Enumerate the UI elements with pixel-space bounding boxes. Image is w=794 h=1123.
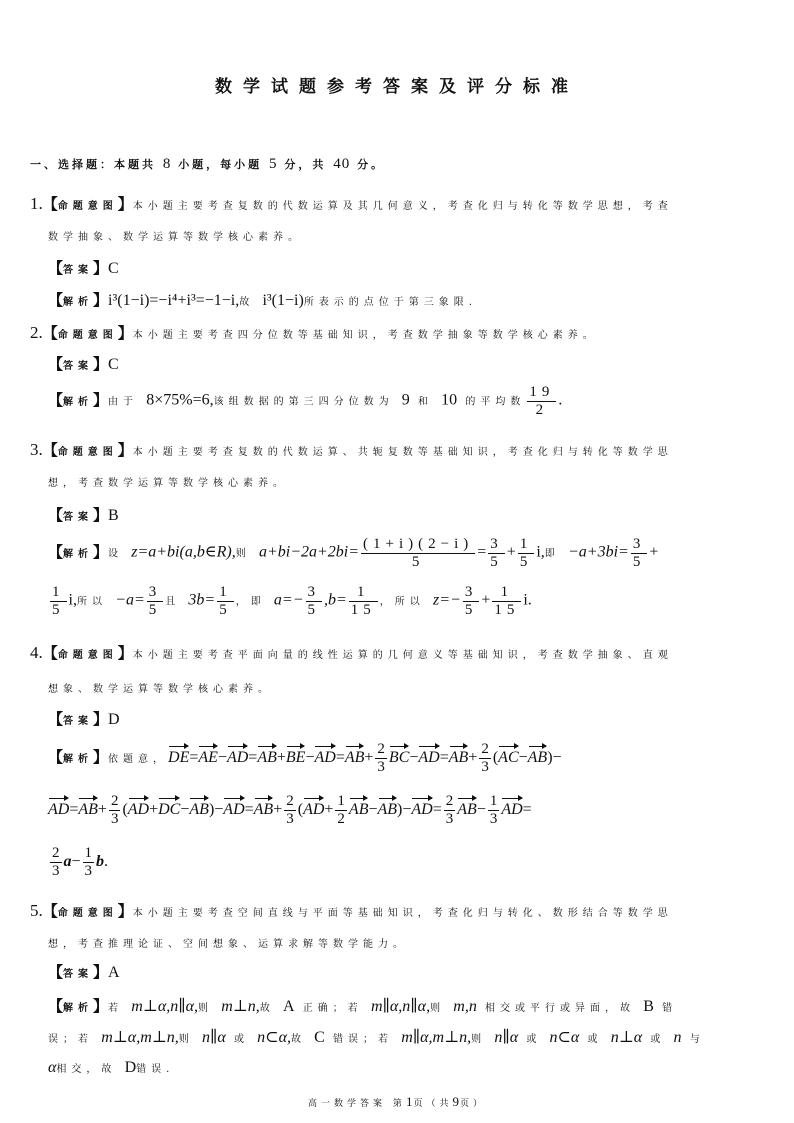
q3-plus: + bbox=[506, 543, 516, 561]
q3-l2-i: i, bbox=[68, 591, 77, 609]
q1-intent: 1.【命题意图】本小题主要考查复数的代数运算及其几何意义，考查化归与转化等数学思想，考查 bbox=[30, 194, 673, 213]
q5-l2-t16: 或 bbox=[650, 1034, 666, 1045]
vec-AB: AB bbox=[344, 749, 365, 767]
section-count: 8 bbox=[162, 156, 172, 172]
answer-label: 答案 bbox=[63, 361, 94, 372]
q3-l2-frac7-num: 1 bbox=[492, 584, 521, 602]
q3-text-then: 则 bbox=[235, 548, 251, 560]
q2-answer: 【答案】C bbox=[48, 355, 119, 373]
q3-l2-frac4 bbox=[306, 584, 323, 619]
q2-frac-num: 19 bbox=[529, 384, 555, 400]
vec-BE: BE bbox=[285, 749, 306, 767]
footer-text4: 页） bbox=[459, 1099, 486, 1109]
vec-AB: AB bbox=[448, 749, 469, 767]
analysis-label: 解析 bbox=[63, 396, 94, 408]
q3-l2-frac6-num: 3 bbox=[464, 584, 478, 600]
q4-frac-1-3b bbox=[83, 845, 95, 880]
q3-l2-frac1-den: 5 bbox=[52, 602, 65, 618]
q5-l1-m9: m,n bbox=[453, 998, 477, 1015]
answer-label: 答案 bbox=[63, 512, 94, 523]
q3-l2-frac1 bbox=[50, 584, 67, 619]
q4-frac-num: 2 bbox=[481, 741, 489, 757]
q2-intent: 2.【命题意图】本小题主要考查四分位数等基础知识，考查数学抽象等数学核心素养。 bbox=[30, 323, 598, 342]
q4-frac-num: 1 bbox=[84, 845, 93, 861]
q5-l2-m9: m∥α,m⊥n, bbox=[401, 1029, 472, 1046]
q2-text2: 该组数据的第三四分位数为 bbox=[213, 396, 394, 408]
q3-frac1-num: (1+i)(2−i) bbox=[363, 536, 474, 552]
q3-l2-m4: ,b= bbox=[324, 591, 347, 609]
q2-fraction bbox=[527, 384, 556, 419]
q5-l2-t0: 误；若 bbox=[48, 1034, 93, 1045]
footer-page-number: 1 bbox=[405, 1094, 414, 1109]
q3-frac1 bbox=[361, 536, 475, 571]
q3-l2-frac5-num: 1 bbox=[349, 584, 378, 602]
section-score: 5 bbox=[269, 156, 278, 172]
q3-frac4 bbox=[631, 536, 648, 571]
q3-frac2-num: 3 bbox=[490, 536, 503, 552]
vec-AD: AD bbox=[303, 801, 325, 819]
q5-intent-text: 本小题主要考查空间直线与平面等基础知识，考查化归与转化、数形结合等数学思 bbox=[132, 908, 673, 919]
q3-l2-frac4-num: 3 bbox=[307, 584, 320, 600]
q4-frac-num: 2 bbox=[286, 793, 294, 809]
q5-intent: 5.【命题意图】本小题主要考查空间直线与平面等基础知识，考查化归与转化、数形结合等数学思 bbox=[30, 901, 673, 920]
q4-text1: 依题意， bbox=[108, 754, 169, 766]
vec-AD: AD bbox=[127, 801, 150, 819]
q1-number: 1. bbox=[30, 194, 43, 213]
q5-l1-m7: m∥α,n∥α, bbox=[370, 998, 431, 1015]
q3-frac2-den: 5 bbox=[490, 554, 503, 570]
q3-math-eq3: −a+3bi= bbox=[567, 543, 629, 561]
analysis-label: 解析 bbox=[63, 297, 94, 308]
q4-frac-den: 3 bbox=[84, 863, 93, 879]
vec-AB: AB bbox=[377, 801, 398, 819]
q3-l2-so2: ，所以 bbox=[379, 596, 425, 608]
q2-frac-den: 2 bbox=[535, 402, 549, 418]
q5-l1-t2: 则 bbox=[198, 1003, 214, 1014]
q3-analysis-line2 bbox=[48, 584, 532, 619]
q5-l1-t4: 故 bbox=[259, 1003, 275, 1014]
intent-label: 命题意图 bbox=[57, 908, 118, 919]
q1-answer-value: C bbox=[108, 260, 119, 277]
q3-frac3-num: 1 bbox=[519, 536, 533, 552]
q3-number: 3. bbox=[30, 440, 43, 459]
q4-frac-num: 2 bbox=[110, 793, 119, 809]
q3-answer-value: B bbox=[108, 507, 119, 524]
q4-frac-2-3b bbox=[479, 741, 491, 776]
q2-intent-text: 本小题主要考查四分位数等基础知识，考查数学抽象等数学核心素养。 bbox=[132, 330, 598, 341]
intent-label: 命题意图 bbox=[57, 447, 118, 458]
q4-frac-num: 2 bbox=[377, 741, 385, 757]
q3-math-eq: a+bi−2a+2bi= bbox=[258, 543, 360, 561]
q5-l1-t0: 若 bbox=[108, 1003, 124, 1014]
q5-l3-m0: α bbox=[48, 1059, 57, 1076]
q4-intent-text: 本小题主要考查平面向量的线性运算的几何意义等基础知识，考查数学抽象、直观 bbox=[132, 650, 673, 661]
section-prefix: 一、选择题：本题共 bbox=[30, 158, 156, 171]
q5-l2-t2: 则 bbox=[178, 1034, 194, 1045]
q4-analysis-line1: 【解析】依题意，DE=AE−AD=AB+BE−AD=AB+ $\frac{2}{3}$ BC−AD=AB+ $\frac{2}{3}$ (AC−AB)− bbox=[48, 741, 562, 775]
q1-answer: 【答案】C bbox=[48, 259, 119, 277]
q4-frac-num: 1 bbox=[337, 793, 345, 809]
q2-math2: 9 bbox=[401, 391, 410, 409]
q4-frac-1-3 bbox=[488, 793, 500, 828]
q4-frac-den: 3 bbox=[481, 759, 489, 775]
q4-frac-den: 3 bbox=[377, 759, 385, 775]
q4-answer-value: D bbox=[108, 711, 120, 728]
vec-AB: AB bbox=[457, 801, 477, 819]
q5-l2-m3: n∥α bbox=[201, 1029, 226, 1046]
q1-intent-text: 本小题主要考查复数的代数运算及其几何意义，考查化归与转化等数学思想，考查 bbox=[132, 201, 673, 212]
q2-answer-value: C bbox=[108, 356, 119, 373]
q3-l2-m3: a=− bbox=[273, 591, 304, 609]
q5-l2-t12: 或 bbox=[526, 1034, 542, 1045]
q3-frac1-den: 5 bbox=[411, 554, 425, 570]
q5-l2-m13: n⊂α bbox=[549, 1029, 580, 1046]
section-mid2: 分，共 bbox=[284, 158, 327, 171]
q3-text-set: 设 bbox=[108, 548, 124, 560]
q4-frac-den: 3 bbox=[52, 863, 60, 879]
q3-frac4-den: 5 bbox=[632, 554, 646, 570]
q3-i: i, bbox=[536, 543, 545, 561]
q3-l2-m1: −a= bbox=[115, 591, 145, 609]
q5-l3-t1: 相交，故 bbox=[56, 1064, 117, 1075]
vec-DC: DC bbox=[158, 801, 181, 819]
q2-text1: 由于 bbox=[108, 396, 139, 408]
q3-l2-frac7 bbox=[492, 584, 521, 619]
section-suffix: 分。 bbox=[357, 158, 386, 171]
q3-intent-text: 本小题主要考查复数的代数运算、共轭复数等基础知识，考查化归与转化等数学思 bbox=[132, 447, 673, 458]
q5-l2-m15: n⊥α bbox=[610, 1029, 643, 1046]
q2-math3: 10 bbox=[441, 391, 458, 409]
q3-l2-frac2 bbox=[147, 584, 164, 619]
intent-label: 命题意图 bbox=[57, 330, 118, 341]
q5-l2-m11: n∥α bbox=[494, 1029, 519, 1046]
q4-frac-den: 3 bbox=[286, 811, 294, 827]
q3-l2-frac3-den: 5 bbox=[219, 602, 232, 618]
q5-answer: 【答案】A bbox=[48, 963, 120, 981]
section-total: 40 bbox=[333, 156, 351, 172]
q5-l2-t18: 与 bbox=[689, 1034, 705, 1045]
q5-l1-m3: m⊥n, bbox=[221, 998, 260, 1015]
q5-l2-m5: n⊂α, bbox=[257, 1029, 291, 1046]
q5-l1-m1: m⊥α,n∥α, bbox=[131, 998, 199, 1015]
q1-analysis-text2: 所表示的点位于第三象限. bbox=[303, 297, 477, 308]
footer-text1: 高一数学答案 bbox=[308, 1099, 387, 1109]
q3-l2-frac5 bbox=[349, 584, 378, 619]
q1-analysis-math: i³(1−i)=−i⁴+i³=−1−i, bbox=[108, 292, 240, 309]
vec-AB: AB bbox=[78, 801, 98, 819]
q3-eq2: = bbox=[477, 543, 487, 561]
q4-answer: 【答案】D bbox=[48, 710, 120, 728]
q4-analysis-line3: $\frac{2}{3}$ a− $\frac{1}{3}$ b. bbox=[52, 845, 109, 879]
answer-label: 答案 bbox=[63, 716, 94, 727]
q5-number: 5. bbox=[30, 901, 43, 920]
q5-answer-value: A bbox=[108, 964, 120, 981]
q1-analysis: 【解析】i³(1−i)=−i⁴+i³=−1−i,故 i³(1−i)所表示的点位于第三象限. bbox=[48, 291, 477, 309]
q5-l2-m7: C bbox=[314, 1029, 325, 1046]
q4-frac-2-3 bbox=[375, 741, 387, 776]
q3-frac4-num: 3 bbox=[632, 536, 646, 552]
q4-intent: 4.【命题意图】本小题主要考查平面向量的线性运算的几何意义等基础知识，考查数学抽象、直观 bbox=[30, 643, 673, 662]
vec-AB: AB bbox=[257, 749, 277, 767]
q4-end: . bbox=[104, 853, 109, 871]
q5-intent-line2: 想，考查推理论证、空间想象、运算求解等数学能力。 bbox=[48, 939, 408, 950]
q2-text3: 和 bbox=[417, 396, 433, 408]
q3-frac3-den: 5 bbox=[519, 554, 533, 570]
q3-l2-frac2-num: 3 bbox=[148, 584, 162, 600]
vec-DE: DE bbox=[168, 749, 190, 767]
q4-frac-den: 3 bbox=[445, 811, 454, 827]
q3-l2-frac5-den: 15 bbox=[350, 602, 376, 618]
section-header bbox=[30, 156, 385, 173]
q3-intent: 3.【命题意图】本小题主要考查复数的代数运算、共轭复数等基础知识，考查化归与转化等数学思 bbox=[30, 440, 673, 459]
page-footer bbox=[0, 1094, 794, 1110]
q3-analysis-line1: 【解析】设 z=a+bi(a,b∈R),则 a+bi−2a+2bi= $\frac{(1+i)(2-i)}{5}$ = $\frac{3}{5}$ + $\frac{1}{5}$ i,即 −a+3bi= $\frac{3}{5}$ + bbox=[48, 536, 659, 570]
q1-analysis-text: 故 bbox=[239, 297, 255, 308]
q4-frac-1-2 bbox=[335, 793, 347, 828]
q2-end: . bbox=[558, 391, 563, 409]
q1-analysis-math2: i³(1−i) bbox=[262, 292, 304, 309]
q3-frac3 bbox=[518, 536, 535, 571]
q3-l2-frac4-den: 5 bbox=[307, 602, 320, 618]
q2-analysis: 【解析】由于 8×75%=6,该组数据的第三四分位数为 9 和 10 的平均数 $\frac{19}{2}$ . bbox=[48, 384, 563, 418]
q2-text4: 的平均数 bbox=[465, 396, 526, 408]
analysis-label: 解析 bbox=[63, 754, 94, 766]
q5-l2-m17: n bbox=[673, 1029, 682, 1046]
q5-analysis-line2 bbox=[48, 1027, 705, 1047]
q3-l2-plus: + bbox=[481, 591, 491, 609]
q3-l2-so: 所以 bbox=[76, 596, 107, 608]
q5-l1-t8: 则 bbox=[430, 1003, 446, 1014]
q5-l2-t10: 则 bbox=[471, 1034, 487, 1045]
q5-l1-t10: 相交或平行或异面，故 bbox=[485, 1003, 636, 1014]
q4-frac-den: 3 bbox=[110, 811, 119, 827]
q4-analysis-line2: AD=AB+ $\frac{2}{3}$ (AD+DC−AB)−AD=AB+ $\frac{2}{3}$ (AD+ $\frac{1}{2}$ AB−AB)−AD= $\frac{2}{3}$ AB− $\frac{1}{3}$ AD= bbox=[48, 793, 532, 827]
q3-l2-and: 且 bbox=[165, 596, 181, 608]
vec-AD: AD bbox=[411, 801, 433, 819]
q2-math1: 8×75%=6, bbox=[146, 391, 214, 409]
q5-l2-t4: 或 bbox=[233, 1034, 249, 1045]
q3-plus2: + bbox=[649, 543, 659, 561]
footer-total-pages: 9 bbox=[452, 1094, 460, 1109]
q4-frac-2-3d bbox=[284, 793, 296, 828]
q3-l2-frac7-den: 15 bbox=[494, 602, 520, 618]
q3-l2-end: i. bbox=[523, 591, 532, 609]
vector-a: a bbox=[63, 853, 72, 871]
q3-l2-frac3-num: 1 bbox=[219, 584, 232, 600]
q3-l2-ie: ，即 bbox=[235, 596, 266, 608]
intent-label: 命题意图 bbox=[57, 650, 118, 661]
q5-l2-t8: 错误；若 bbox=[333, 1034, 394, 1045]
q4-frac-2-3c bbox=[109, 793, 121, 828]
q3-l2-frac6 bbox=[463, 584, 480, 619]
q3-intent-line2: 想，考查数学运算等数学核心素养。 bbox=[48, 478, 288, 489]
q4-number: 4. bbox=[30, 643, 43, 662]
q3-l2-frac1-num: 1 bbox=[52, 584, 65, 600]
q3-math-z: z=a+bi(a,b∈R), bbox=[131, 543, 236, 561]
answer-label: 答案 bbox=[63, 265, 94, 276]
q4-frac-2-3e bbox=[444, 793, 456, 828]
vec-AD: AD bbox=[226, 749, 249, 767]
vec-AD: AD bbox=[418, 749, 440, 767]
q5-analysis-line3 bbox=[48, 1059, 174, 1077]
q4-frac-num: 2 bbox=[445, 793, 454, 809]
q5-l1-m5: A bbox=[283, 998, 295, 1015]
analysis-label: 解析 bbox=[63, 1003, 94, 1014]
footer-text3: 页（共 bbox=[413, 1099, 453, 1109]
q5-analysis-line1: 【解析】若 m⊥α,n∥α,则 m⊥n,故 A 正确；若 m∥α,n∥α,则 m,n 相交或平行或异面，故 B 错 bbox=[48, 997, 678, 1015]
q5-l1-t6: 正确；若 bbox=[302, 1003, 363, 1014]
q3-l2-m5: z=− bbox=[432, 591, 461, 609]
footer-text2: 第 bbox=[392, 1099, 406, 1109]
vec-AD: AD bbox=[314, 749, 336, 767]
vec-AD: AD bbox=[501, 801, 523, 819]
q5-l3-m2: D bbox=[124, 1059, 137, 1076]
vector-b: b bbox=[96, 853, 105, 871]
q5-l1-t12: 错 bbox=[662, 1003, 678, 1014]
q5-l3-t3: 错误. bbox=[136, 1064, 175, 1075]
vec-AD: AD bbox=[223, 801, 245, 819]
q4-frac-num: 1 bbox=[489, 793, 498, 809]
vec-AB: AB bbox=[253, 801, 274, 819]
intent-label: 命题意图 bbox=[57, 201, 118, 212]
q5-l2-m1: m⊥α,m⊥n, bbox=[101, 1029, 179, 1046]
q2-number: 2. bbox=[30, 323, 43, 342]
vec-AB: AB bbox=[189, 801, 209, 819]
q1-intent-line2: 数学抽象、数学运算等数学核心素养。 bbox=[48, 232, 303, 243]
q3-text-ie: 即 bbox=[544, 548, 560, 560]
vec-AE: AE bbox=[198, 749, 218, 767]
answer-label: 答案 bbox=[63, 969, 94, 980]
q3-l2-m2: 3b= bbox=[188, 591, 216, 609]
q4-frac-num: 2 bbox=[52, 845, 60, 861]
q3-l2-frac3 bbox=[217, 584, 234, 619]
q3-frac2 bbox=[488, 536, 505, 571]
q4-frac-den: 3 bbox=[489, 811, 498, 827]
vec-AD: AD bbox=[48, 801, 70, 819]
q5-l2-t14: 或 bbox=[587, 1034, 603, 1045]
q5-l1-m11: B bbox=[643, 998, 654, 1015]
section-mid: 小题，每小题 bbox=[178, 158, 263, 171]
q3-answer: 【答案】B bbox=[48, 506, 119, 524]
vec-BC: BC bbox=[388, 749, 410, 767]
q4-intent-line2: 想象、数学运算等数学核心素养。 bbox=[48, 684, 273, 695]
q3-l2-frac6-den: 5 bbox=[464, 602, 478, 618]
q3-l2-frac2-den: 5 bbox=[148, 602, 162, 618]
vec-AB: AB bbox=[527, 749, 548, 767]
vec-AC: AC bbox=[498, 749, 519, 767]
page-title: 数学试题参考答案及评分标准 bbox=[215, 77, 579, 97]
vec-AB: AB bbox=[348, 801, 369, 819]
q4-frac-den: 2 bbox=[337, 811, 345, 827]
q5-l2-t6: 故 bbox=[290, 1034, 306, 1045]
analysis-label: 解析 bbox=[63, 548, 94, 560]
q4-frac-2-3f bbox=[50, 845, 62, 880]
